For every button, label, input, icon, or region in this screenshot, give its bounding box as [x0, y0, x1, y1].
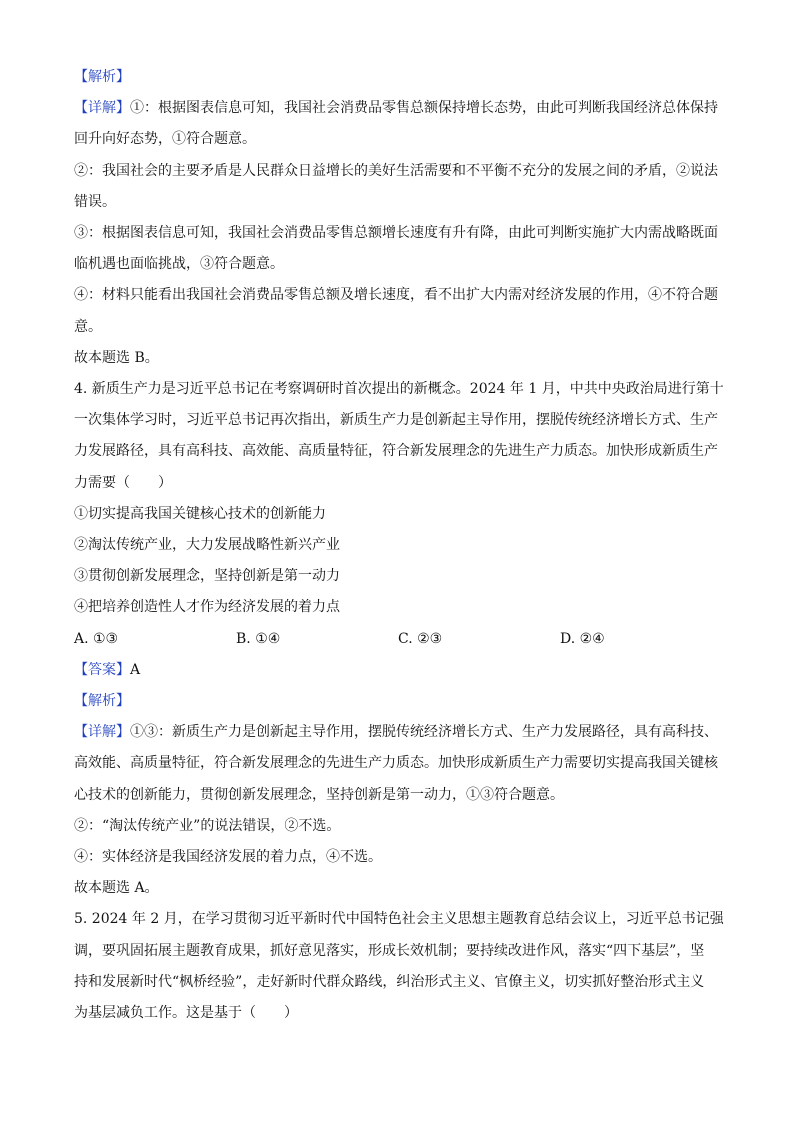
line-text: ②：“淘汰传统产业”的说法错误，②不选。	[74, 817, 341, 834]
text-line	[74, 717, 724, 748]
text-line	[74, 499, 724, 530]
line-text: ③贯彻创新发展理念，坚持创新是第一动力	[74, 568, 340, 585]
line-text: 故本题选 B。	[74, 349, 159, 366]
text-line	[74, 312, 724, 343]
text-line	[74, 936, 724, 967]
text-line	[74, 280, 724, 311]
line-text: ④：材料只能看出我国社会消费品零售总额及增长速度，看不出扩大内需对经济发展的作用，④不符合题	[74, 287, 718, 304]
text-line	[74, 904, 724, 935]
line-text: 力需要（ ）	[74, 474, 172, 491]
text-line	[74, 530, 724, 561]
section-tag: 【解析】	[74, 69, 130, 85]
text-line	[74, 62, 724, 93]
text-line	[74, 249, 724, 280]
line-text: 高效能、高质量特征，符合新发展理念的先进生产力质态。加快形成新质生产力需要切实提高我国关键核	[74, 755, 718, 772]
line-text: 回升向好态势，①符合题意。	[74, 131, 256, 148]
text-line	[74, 374, 724, 405]
line-text: 持和发展新时代“枫桥经验”，走好新时代群众路线，纠治形式主义、官僚主义，切实抓好整治形式主义	[74, 973, 705, 990]
line-text: 临机遇也面临挑战，③符合题意。	[74, 256, 284, 273]
text-line	[74, 93, 724, 124]
line-text: 5. 2024 年 2 月，在学习贯彻习近平新时代中国特色社会主义思想主题教育总结会议上，习近平总书记强	[74, 911, 724, 928]
option-b: B. ①④	[236, 630, 281, 647]
line-text: ①③：新质生产力是创新起主导作用，摆脱传统经济增长方式、生产力发展路径，具有高科技、	[130, 724, 718, 741]
text-line	[74, 561, 724, 592]
text-block-b	[74, 655, 724, 1029]
line-text: ②：我国社会的主要矛盾是人民群众日益增长的美好生活需要和不平衡不充分的发展之间的矛盾，②说法	[74, 162, 718, 179]
text-line	[74, 592, 724, 623]
text-line	[74, 873, 724, 904]
text-line	[74, 686, 724, 717]
text-line	[74, 343, 724, 374]
text-line	[74, 156, 724, 187]
text-line	[74, 780, 724, 811]
line-text: ①切实提高我国关键核心技术的创新能力	[74, 505, 326, 522]
text-line	[74, 655, 724, 686]
line-text: ②淘汰传统产业，大力发展战略性新兴产业	[74, 537, 340, 554]
option-c: C. ②③	[398, 630, 443, 647]
line-text: 故本题选 A。	[74, 880, 159, 897]
text-line	[74, 124, 724, 155]
line-text: 为基层减负工作。这是基于（ ）	[74, 1005, 298, 1022]
section-tag: 【详解】	[74, 724, 130, 741]
line-text: 心技术的创新能力，贯彻创新发展理念，坚持创新是第一动力，①③符合题意。	[74, 786, 564, 803]
line-text: ④：实体经济是我国经济发展的着力点，④不选。	[74, 849, 382, 866]
line-text: ③：根据图表信息可知，我国社会消费品零售总额增长速度有升有降，由此可判断实施扩大内需战略既面	[74, 225, 718, 242]
section-tag: 【答案】	[74, 661, 130, 678]
text-line	[74, 187, 724, 218]
section-tag: 【详解】	[74, 100, 130, 117]
line-text: 一次集体学习时，习近平总书记再次指出，新质生产力是创新起主导作用，摆脱传统经济增长方式、生产	[74, 412, 718, 429]
document-page	[74, 62, 724, 1029]
option-a: A. ①③	[74, 630, 119, 647]
text-line	[74, 405, 724, 436]
text-line	[74, 436, 724, 467]
text-line	[74, 748, 724, 779]
text-line	[74, 218, 724, 249]
line-text: 4. 新质生产力是习近平总书记在考察调研时首次提出的新概念。2024 年 1 月，中共中央政治局进行第十	[74, 381, 724, 398]
line-text: 意。	[74, 318, 102, 335]
text-line	[74, 468, 724, 499]
line-text: ④把培养创造性人才作为经济发展的着力点	[74, 599, 340, 616]
option-d: D. ②④	[560, 630, 605, 647]
section-tag: 【解析】	[74, 693, 130, 710]
line-text: 调，要巩固拓展主题教育成果，抓好意见落实，形成长效机制；要持续改进作风，落实“四下基层”，坚	[74, 942, 705, 959]
text-line	[74, 842, 724, 873]
text-line	[74, 998, 724, 1029]
line-text: 错误。	[74, 193, 116, 210]
line-text: A	[130, 661, 141, 678]
answer-options	[74, 624, 724, 655]
line-text: ①：根据图表信息可知，我国社会消费品零售总额保持增长态势，由此可判断我国经济总体保持	[130, 100, 718, 117]
line-text: 力发展路径，具有高科技、高效能、高质量特征，符合新发展理念的先进生产力质态。加快形成新质生产	[74, 443, 718, 460]
text-line	[74, 811, 724, 842]
text-line	[74, 967, 724, 998]
text-block-a	[74, 62, 724, 624]
